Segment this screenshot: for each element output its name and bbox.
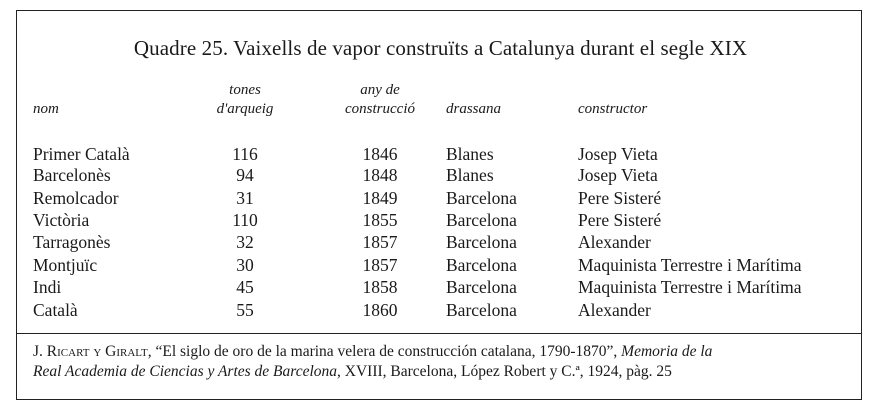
cell-constructor: Pere Sisteré [578, 210, 662, 230]
header-tones-line2: d'arqueig [216, 101, 274, 117]
cell-drassana: Blanes [446, 144, 494, 164]
cell-constructor: Alexander [578, 232, 651, 252]
header-tones [195, 81, 295, 119]
cell-tones: 31 [236, 188, 254, 208]
cell-any: 1848 [362, 165, 398, 185]
cell-nom: Barcelonès [33, 165, 111, 185]
source-journal-line1: Memoria de la [621, 343, 713, 360]
cell-drassana: Barcelona [446, 188, 517, 208]
cell-nom: Victòria [33, 210, 90, 230]
cell-nom: Indi [33, 277, 62, 297]
cell-any: 1860 [362, 300, 398, 320]
cell-tones: 116 [232, 144, 258, 164]
source-divider [16, 333, 862, 334]
source-article: , “El siglo de oro de la marina velera de construcción catalana, 1790-1870”, [147, 343, 622, 360]
cell-constructor: Josep Vieta [578, 165, 658, 185]
cell-drassana: Barcelona [446, 232, 517, 252]
table-title: Quadre 25. Vaixells de vapor construïts a Catalunya durant el segle XIX [133, 36, 748, 60]
header-drassana: drassana [446, 101, 502, 117]
cell-any: 1857 [362, 255, 398, 275]
cell-tones: 110 [232, 210, 258, 230]
cell-nom: Primer Català [33, 144, 130, 164]
cell-constructor: Maquinista Terrestre i Marítima [578, 277, 802, 297]
cell-any: 1855 [362, 210, 398, 230]
cell-nom: Tarragonès [33, 232, 111, 252]
cell-nom: Montjuïc [33, 255, 98, 275]
cell-constructor: Maquinista Terrestre i Marítima [578, 255, 802, 275]
cell-any: 1857 [362, 232, 398, 252]
header-tones-line1: tones [229, 82, 261, 98]
cell-nom: Remolcador [33, 188, 119, 208]
source-author: J. Ricart y Giralt [33, 343, 148, 360]
cell-tones: 55 [236, 300, 254, 320]
header-any-line1: any de [360, 82, 400, 98]
header-nom: nom [33, 101, 59, 117]
cell-any: 1849 [362, 188, 398, 208]
cell-drassana: Barcelona [446, 210, 517, 230]
cell-constructor: Josep Vieta [578, 144, 658, 164]
header-constructor: constructor [578, 101, 648, 117]
cell-any: 1846 [362, 144, 398, 164]
header-any [320, 81, 440, 119]
cell-tones: 94 [236, 165, 254, 185]
source-details: , XVIII, Barcelona, López Robert y C.ª, 1924, pàg. 25 [337, 363, 672, 380]
source-note [33, 342, 853, 382]
cell-drassana: Barcelona [446, 300, 517, 320]
cell-drassana: Barcelona [446, 255, 517, 275]
cell-nom: Català [33, 300, 78, 320]
header-any-line2: construcció [345, 101, 415, 117]
cell-constructor: Pere Sisteré [578, 188, 662, 208]
cell-drassana: Barcelona [446, 277, 517, 297]
cell-constructor: Alexander [578, 300, 651, 320]
cell-any: 1858 [362, 277, 398, 297]
cell-tones: 30 [236, 255, 254, 275]
cell-drassana: Blanes [446, 165, 494, 185]
cell-tones: 45 [236, 277, 254, 297]
cell-tones: 32 [236, 232, 254, 252]
source-journal-line2: Real Academia de Ciencias y Artes de Barcelona [33, 363, 338, 380]
